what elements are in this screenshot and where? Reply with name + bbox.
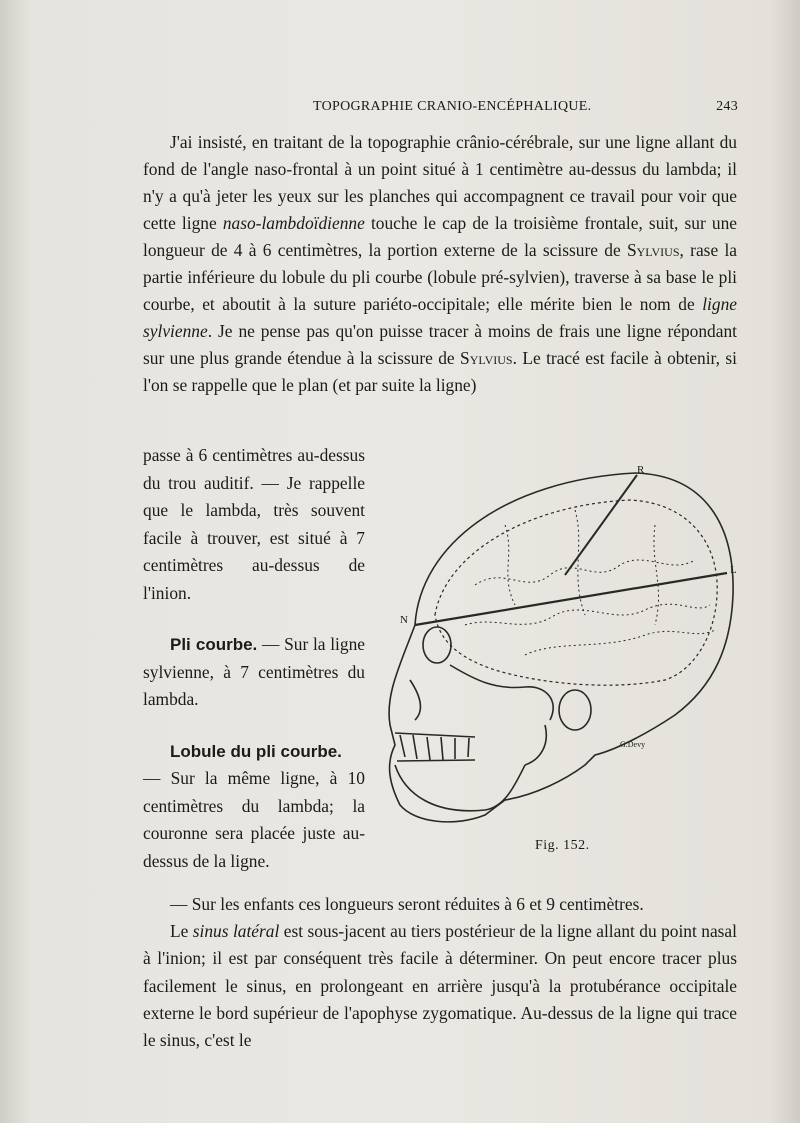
label-r: R xyxy=(637,465,645,476)
label-n: N xyxy=(400,614,408,626)
term-ligne-sylvienne: ligne sylvienne xyxy=(143,294,737,341)
text-span: J'ai insisté, en traitant de la topographie crânio-cérébrale, sur une ligne allant du fond de l'angle naso-frontal à un point situé à 1 centimètre au-dessus du lambda; il n'y a qu'à jeter les yeux sur les planches qui accompagnent ce travail pour voir que cette ligne xyxy=(143,132,737,233)
pli-courbe-title: Pli courbe. xyxy=(170,635,258,654)
text-span: . Je ne pense pas qu'on puisse tracer à moins de frais une ligne répondant sur une plus grande étendue à la scissure de xyxy=(143,321,737,368)
label-l: L xyxy=(730,564,737,576)
text-span: — Sur la ligne sylvienne, à 7 centimètres du lambda. xyxy=(143,634,365,709)
term-sinus-lateral: sinus latéral xyxy=(192,921,280,942)
text-span: , rase la partie inférieure du lobule du pli courbe (lobule pré-sylvien), traverse à sa base le pli courbe, et aboutit à la suture pariéto-occipitale; elle mérite bien le nom de xyxy=(143,240,737,314)
column-paragraph: passe à 6 centimètres au-dessus du trou auditif. — Je rappelle que le lambda, très souvent facile à trouver, est situé à 7 centimètres au-dessus de l'inion. xyxy=(143,445,365,603)
page-number: 243 xyxy=(716,99,738,114)
pli-courbe-paragraph xyxy=(143,631,365,714)
lobule-title: Lobule du pli courbe. xyxy=(170,741,342,761)
figure-caption: Fig. 152. xyxy=(535,838,590,853)
text-span: est sous-jacent au tiers postérieur de la ligne allant du point nasal à l'inion; il est par conséquent très facile à déterminer. On peut encore tracer plus facilement le sinus, en prolongeant en arrière jusqu'à la protubérance occipitale externe le bord supérieur de l'apophyse zygomatique. Au-dessus de la ligne qui trace le sinus, c'est le xyxy=(143,921,737,1051)
lobule-paragraph: — Sur la même ligne, à 10 centimètres du lambda; la couronne sera placée juste au-dessus de la ligne. xyxy=(143,768,365,871)
term-naso-lambdoidienne: naso-lambdoïdienne xyxy=(222,213,365,233)
sinus-paragraph xyxy=(143,918,737,1054)
name-sylvius: Sylvius xyxy=(460,348,513,368)
text-span: . Le tracé est facile à obtenir, si l'on se rappelle que le plan (et par suite la ligne) xyxy=(143,348,737,395)
intro-paragraph xyxy=(143,129,737,399)
illustrator-signature: G.Devy xyxy=(620,740,646,749)
lobule-title-line xyxy=(143,738,365,766)
running-title: TOPOGRAPHIE CRANIO-ENCÉPHALIQUE. xyxy=(313,99,592,114)
bottom-text xyxy=(143,891,737,1054)
name-sylvius: Sylvius xyxy=(626,240,680,260)
text-span: touche le cap de la troisième frontale, suit, sur une longueur de 4 à 6 centimètres, la portion externe de la scissure de xyxy=(143,213,737,260)
children-paragraph: — Sur les enfants ces longueurs seront réduites à 6 et 9 centimètres. xyxy=(170,894,644,914)
text-span: Le xyxy=(170,921,193,942)
left-column xyxy=(143,442,365,875)
skull-figure xyxy=(375,465,745,835)
